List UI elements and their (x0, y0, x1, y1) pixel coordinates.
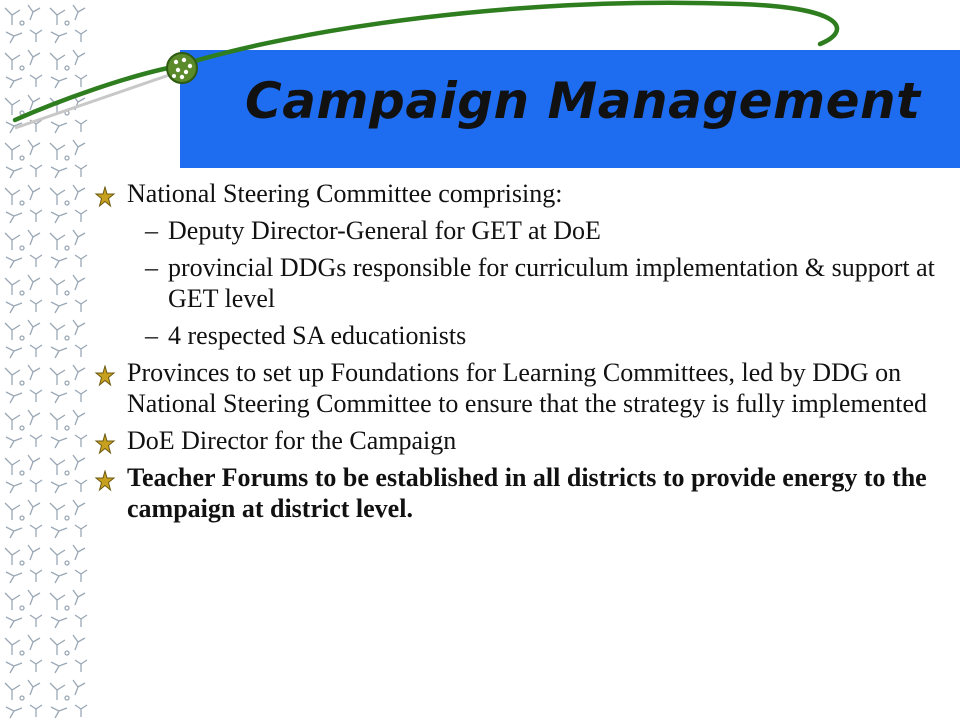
bullet-text: Teacher Forums to be established in all districts to provide energy to the campaign at district level. (127, 463, 927, 523)
sub-bullet-text: Deputy Director-General for GET at DoE (168, 216, 601, 245)
bullet-list (92, 172, 942, 530)
bullet-text: DoE Director for the Campaign (127, 426, 457, 455)
sub-bullet-item (92, 215, 942, 246)
dash-marker: – (145, 253, 158, 282)
dash-marker: – (145, 321, 158, 350)
bullet-item (92, 357, 942, 419)
sub-bullet-item (92, 252, 942, 314)
star-bullet-icon (94, 186, 116, 208)
globe-icon (167, 53, 197, 83)
star-bullet-icon (94, 365, 116, 387)
bullet-text: National Steering Committee comprising: (127, 179, 563, 208)
bullet-text: Provinces to set up Foundations for Learning Committees, led by DDG on National Steering Committee to ensure that the strategy is fully implemented (127, 358, 928, 418)
bullet-item (92, 462, 942, 524)
star-bullet-icon (94, 433, 116, 455)
sub-bullet-text: 4 respected SA educationists (168, 321, 467, 350)
sub-bullet-item (92, 320, 942, 351)
star-bullet-icon (94, 470, 116, 492)
bullet-item (92, 425, 942, 456)
bullet-item (92, 178, 942, 209)
dash-marker: – (145, 216, 158, 245)
sub-bullet-text: provincial DDGs responsible for curriculum implementation & support at GET level (168, 253, 935, 313)
slide-title: Campaign Management (245, 72, 921, 130)
